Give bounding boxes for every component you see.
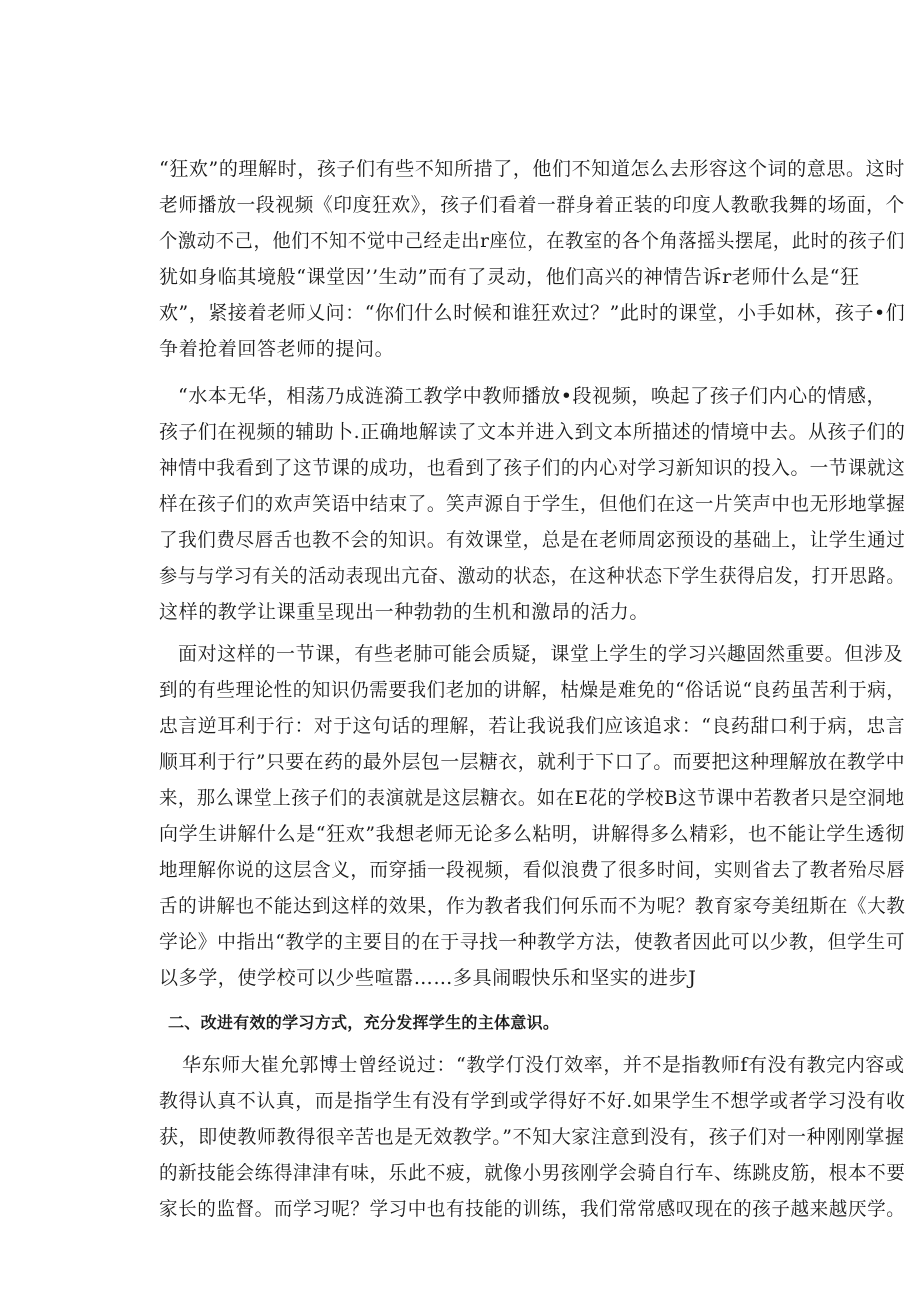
paragraph-line: 来，那么课堂上孩子们的表演就是这层糖衣。如在E花的学校B这节课中若教者只是空洞地 <box>159 787 905 809</box>
paragraph-line: 向学生讲解什么是“狂欢”我想老师无论多么粘明，讲解得多么精彩，也不能让学生透彻 <box>159 823 905 845</box>
paragraph-line: 到的有些理论性的知识仍需要我们老加的讲解，枯燥是难免的“俗话说“良药虽苦利于病， <box>159 679 906 701</box>
paragraph-line: 样在孩子们的欢声笑语中结束了。笑声源自于学生，但他们在这一片笑声中也无形地掌握 <box>159 493 906 515</box>
paragraph-line: 犹如身临其境般“课堂因’’生动”而有了灵动，他们高兴的神情告诉r老师什么是“狂 <box>159 266 860 288</box>
paragraph-line: 教得认真不认真，而是指学生有没有学到或学得好不好.如果学生不想学或者学习没有收 <box>159 1090 906 1112</box>
paragraph-line: 欢”，紧接着老师乂问：“你们什么时候和谁狂欢过？”此时的课堂，小手如林，孩子•们 <box>159 302 906 324</box>
paragraph-line: 老师播放一段视频《印度狂欢》，孩子们看着一群身着正装的印度人教歌我舞的场面，个 <box>159 194 905 216</box>
paragraph-line: 学论》中指出“教学的主要目的在于寻找一种教学方法，使教者因此可以少教，但学生可 <box>159 931 906 953</box>
paragraph-line: 忠言逆耳利于行：对于这句话的理解，若让我说我们应该追求：“良药甜口利于病，忠言 <box>159 715 906 737</box>
paragraph-line: 孩子们在视频的辅助卜.正确地解读了文本并进入到文本所描述的情境中去。从孩子们的 <box>159 421 906 443</box>
paragraph-line: “水本无华，相荡乃成涟漪工教学中教师播放•段视频，唤起了孩子们内心的情感， <box>178 385 887 407</box>
paragraph-line: 华东师大崔允郭博士曾经说过：“教学仃没仃效率，并不是指教师f有没有教完内容或 <box>182 1054 905 1076</box>
paragraph-line: 神情中我看到了这节课的成功，也看到了孩子们的内心对学习新知识的投入。一节课就这 <box>159 457 906 479</box>
paragraph-line: 顺耳利于行”只要在药的最外层包一层糖衣，就利于下口了。而要把这种理解放在教学中 <box>159 751 906 773</box>
paragraph-line: 争着抢着回答老师的提问。 <box>159 338 395 360</box>
paragraph-line: 家长的监督。而学习呢？学习中也有技能的训练，我们常常感叹现在的孩子越来越厌学。 <box>159 1198 906 1220</box>
paragraph-line: 面对这样的一节课，有些老肺可能会质疑，课堂上学生的学习兴趣固然重要。但涉及 <box>178 643 904 665</box>
paragraph-line: “狂欢”的理解时，孩子们有些不知所措了，他们不知道怎么去形容这个词的意思。这时 <box>159 158 905 180</box>
paragraph-line: 个激动不己，他们不知不觉中己经走出r座位，在教室的各个角落摇头摆尾，此时的孩子们 <box>159 230 906 252</box>
paragraph-line: 参与与学习有关的活动表现出亢奋、激动的状态，在这种状态下学生获得启发，打开思路。 <box>159 565 905 587</box>
paragraph-line: 地理解你说的这层含义，而穿插一段视频，看似浪费了很多时间，实则省去了教者殆尽唇 <box>159 859 906 881</box>
paragraph-line: 以多学，使学校可以少些喧嚣……多具闹暇快乐和坚实的进步J <box>159 967 697 989</box>
paragraph-line: 获，即使教师教得很辛苦也是无效教学。”不知大家注意到没有，孩子们对一种刚刚掌握 <box>159 1126 905 1148</box>
paragraph-line: 这样的教学让课重呈现出一种勃勃的生机和激昂的活力。 <box>159 601 650 623</box>
paragraph-line: 了我们费尽唇舌也教不会的知识。有效课堂，总是在老师周宓预设的基础上，让学生通过 <box>159 529 906 551</box>
paragraph-line: 的新技能会练得津津有味，乐此不疲，就像小男孩刚学会骑自行车、练跳皮筋，根本不要 <box>159 1162 906 1184</box>
section-heading: 二、改进有效的学习方式，充分发挥学生的主体意识。 <box>168 1013 560 1032</box>
paragraph-line: 舌的讲解也不能达到这样的效果，作为教者我们何乐而不为呢？教育家夸美纽斯在《大教 <box>159 895 906 917</box>
